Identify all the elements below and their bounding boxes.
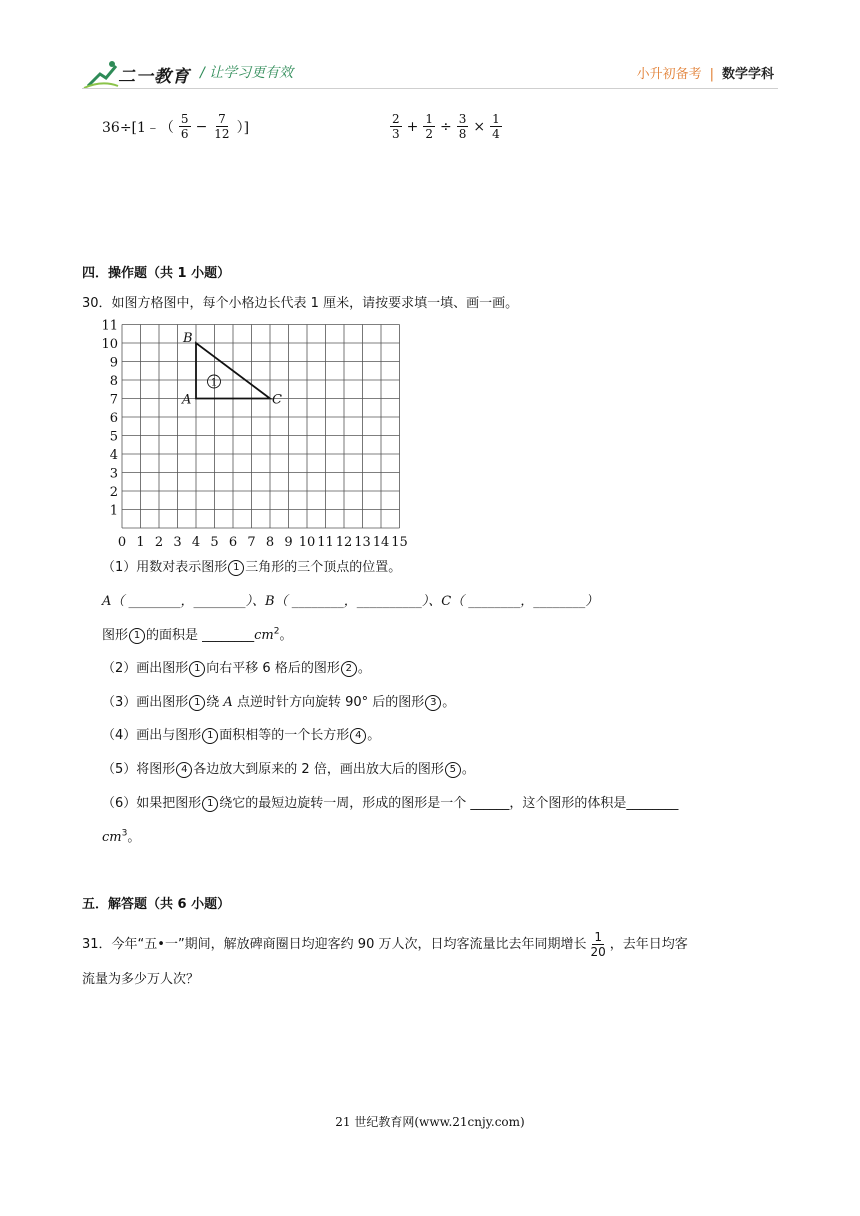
subject-label: 数学学科: [721, 67, 774, 82]
x-tick-label: 0: [117, 535, 127, 550]
x-tick-label: 13: [354, 535, 371, 550]
volume-sup: 3: [121, 828, 128, 839]
y-tick-label: 5: [109, 429, 118, 445]
sub2-end: 。: [357, 661, 371, 676]
y-tick-label: 10: [101, 337, 118, 352]
sub-question-6: [102, 792, 678, 812]
sub3-mid2: 点逆时针方向旋转 90° 后的图形: [232, 695, 425, 710]
question-30: 30．如图方格图中，每个小格边长代表 1 厘米，请按要求填一填、画一画。: [82, 296, 519, 311]
slogan: / 让学习更有效: [200, 65, 294, 81]
circled-number: 2: [341, 661, 357, 677]
vertex-a-label: A: [182, 392, 192, 408]
circled-number: 5: [445, 762, 461, 778]
area-end: 。: [279, 628, 293, 643]
sub2-pre: （2）画出图形: [102, 661, 189, 676]
fraction: [589, 930, 608, 959]
x-tick-label: 4: [191, 535, 201, 550]
vertex-b-label: B: [183, 331, 193, 346]
y-tick-label: 9: [109, 355, 118, 371]
y-tick-label: 2: [109, 485, 118, 500]
coords-a: A（ ________，________）、: [102, 594, 266, 609]
header-divider: [82, 88, 778, 89]
expression-2: [388, 112, 504, 141]
sub5-mid: 各边放大到原来的 2 倍，画出放大后的图形: [193, 762, 444, 777]
x-tick-label: 6: [228, 535, 238, 550]
fraction: [212, 112, 231, 141]
sub4-end: 。: [367, 728, 381, 743]
x-tick-label: 12: [335, 535, 353, 550]
frac-den: 6: [180, 127, 189, 141]
frac-num: 1: [594, 930, 602, 944]
fraction: [490, 112, 502, 141]
x-tick-label: 9: [284, 535, 293, 550]
circled-number: 1: [189, 661, 205, 677]
x-tick-label: 2: [154, 535, 164, 550]
circled-number: 1: [228, 560, 244, 576]
sub-question-3: [102, 691, 455, 711]
sub6-pre: （6）如果把图形: [102, 796, 202, 811]
sub4-mid: 面积相等的一个长方形: [219, 728, 350, 743]
sub6-mid: 绕它的最短边旋转一周，形成的图形是一个 ______，这个图形的体积是________: [219, 796, 679, 811]
frac-den: 20: [590, 945, 606, 959]
circled-number: 1: [202, 728, 218, 744]
operator: ×: [473, 118, 486, 135]
sub-question-5: [102, 758, 475, 778]
sub3-mid1: 绕: [206, 695, 224, 710]
header-right: [637, 63, 774, 82]
section-5-title: 五．解答题（共 6 小题）: [82, 897, 231, 912]
sub-question-2: [102, 657, 371, 677]
area-blank: 的面积是 ________: [146, 628, 255, 643]
footer: 21 世纪教育网(www.21cnjy.com): [335, 1115, 525, 1129]
coordinate-grid: [100, 318, 420, 550]
frac-num: 5: [180, 112, 189, 126]
circled-number: 1: [202, 796, 218, 812]
coords-answer-line: [102, 590, 598, 609]
logo-text: 二一教育: [118, 67, 190, 87]
circled-number: 1: [189, 695, 205, 711]
x-tick-label: 10: [298, 535, 316, 550]
area-unit: cm: [254, 628, 274, 643]
section-4-title: 四．操作题（共 1 小题）: [82, 266, 231, 281]
frac-den: 4: [492, 127, 500, 141]
x-tick-label: 7: [247, 535, 256, 550]
sub2-mid: 向右平移 6 格后的图形: [206, 661, 340, 676]
question-31-line-2: 流量为多少万人次？: [82, 972, 200, 987]
shape-number-label: 1: [210, 377, 218, 389]
sub3-pre: （3）画出图形: [102, 695, 189, 710]
sub1-text: （1）用数对表示图形: [102, 560, 228, 575]
operator: −: [195, 118, 208, 135]
x-tick-label: 1: [136, 535, 145, 550]
operator: ÷: [440, 118, 452, 135]
expr1-lead: 36÷[1﹣（: [102, 119, 174, 136]
coords-c: C（ ________，________）: [441, 594, 599, 609]
x-tick-label: 14: [372, 535, 390, 550]
area-answer-line: [102, 624, 293, 644]
header-separator: |: [709, 67, 714, 82]
sub-question-4: [102, 724, 380, 744]
y-tick-label: 7: [109, 392, 118, 408]
y-tick-label: 11: [101, 318, 118, 334]
area-sup: 2: [273, 626, 280, 637]
x-tick-label: 15: [391, 535, 408, 550]
frac-den: 12: [214, 127, 230, 141]
operator: +: [406, 118, 419, 135]
volume-unit: cm: [102, 830, 122, 845]
area-pre: 图形: [102, 628, 129, 643]
sub1-tail: 三角形的三个顶点的位置。: [245, 560, 402, 575]
fraction: [423, 112, 435, 141]
y-tick-label: 4: [109, 448, 118, 463]
point-a-label: A: [223, 695, 233, 710]
x-tick-label: 11: [317, 535, 334, 550]
frac-num: 1: [425, 112, 434, 126]
frac-num: 3: [458, 112, 467, 126]
frac-num: 7: [218, 112, 226, 126]
q31-text-a: 31．今年“五•一”期间，解放碑商圈日均迎客约 90 万人次，日均客流量比去年同期增长: [82, 936, 587, 952]
frac-num: 2: [392, 112, 400, 126]
x-tick-label: 8: [265, 535, 275, 550]
sub4-pre: （4）画出与图形: [102, 728, 202, 743]
category-label: 小升初备考: [636, 67, 702, 82]
sub6-end: 。: [127, 830, 141, 845]
x-tick-label: 3: [173, 535, 182, 550]
y-tick-label: 6: [109, 411, 118, 426]
q31-text-b: ，去年日均客: [609, 936, 688, 952]
sub5-pre: （5）将图形: [102, 762, 176, 777]
frac-den: 2: [425, 127, 434, 141]
sub6-unit-line: [102, 826, 140, 845]
fraction: [390, 112, 402, 141]
y-tick-label: 3: [109, 466, 118, 482]
sub3-end: 。: [442, 695, 456, 710]
expr1-tail: ）]: [236, 119, 250, 136]
fraction: [457, 112, 469, 141]
circled-number: 4: [176, 762, 192, 778]
question-31-line-1: [82, 930, 688, 959]
sub5-end: 。: [461, 762, 475, 777]
circled-number: 4: [350, 728, 366, 744]
fraction: [179, 112, 191, 141]
frac-den: 8: [458, 127, 467, 141]
circled-number: 3: [425, 695, 441, 711]
y-tick-label: 1: [109, 503, 118, 519]
circled-number: 1: [129, 628, 145, 644]
vertex-c-label: C: [272, 392, 282, 408]
expression-1: [102, 112, 249, 141]
coords-b: B（ ________，__________）、: [265, 594, 442, 609]
frac-den: 3: [392, 127, 400, 141]
x-tick-label: 5: [210, 535, 219, 550]
y-tick-label: 8: [109, 374, 118, 389]
sub-question-1: [102, 556, 401, 576]
frac-num: 1: [492, 112, 500, 126]
